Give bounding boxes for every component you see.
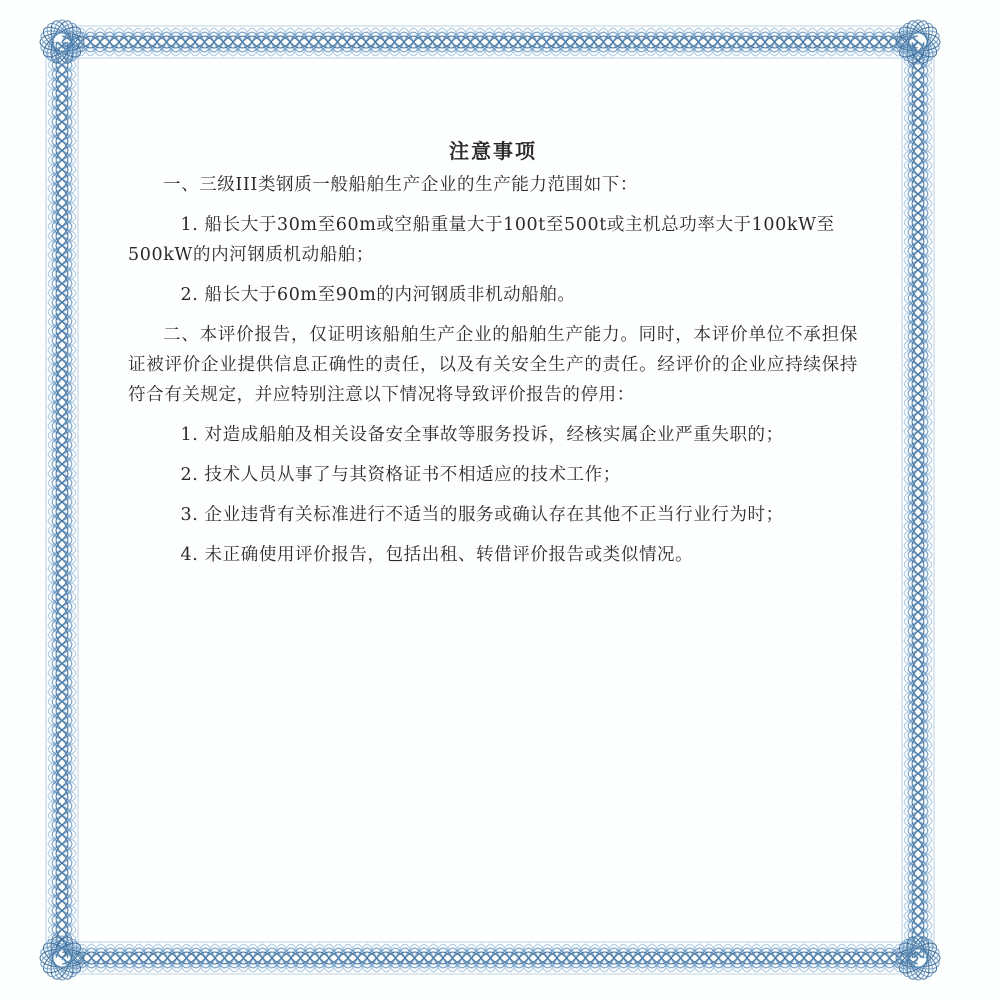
section1-item-2: 2. 船长大于60m至90m的内河钢质非机动船舶。 xyxy=(180,285,576,305)
section2-item-2: 2. 技术人员从事了与其资格证书不相适应的技术工作； xyxy=(180,465,621,485)
section2-item-3: 3. 企业违背有关标准进行不适当的服务或确认存在其他不正当行业行为时； xyxy=(180,505,784,525)
section2-item-4: 4. 未正确使用评价报告，包括出租、转借评价报告或类似情况。 xyxy=(180,545,694,565)
notice-content xyxy=(128,128,858,580)
section2-item-1: 1. 对造成船舶及相关设备安全事故等服务投诉，经核实属企业严重失职的； xyxy=(180,425,784,445)
notice-title: 注意事项 xyxy=(449,139,537,163)
section1-item-1: 1. 船长大于30m至60m或空船重量大于100t至500t或主机总功率大于100kW至500kW的内河钢质机动船舶； xyxy=(128,215,835,265)
section1-heading: 一、三级III类钢质一般船舶生产企业的生产能力范围如下： xyxy=(163,175,639,195)
section2-heading: 二、本评价报告，仅证明该船舶生产企业的船舶生产能力。同时，本评价单位不承担保证被评价企业提供信息正确性的责任，以及有关安全生产的责任。经评价的企业应持续保持符合有关规定，并应特别注意以下情况将导致评价报告的停用： xyxy=(128,325,858,405)
